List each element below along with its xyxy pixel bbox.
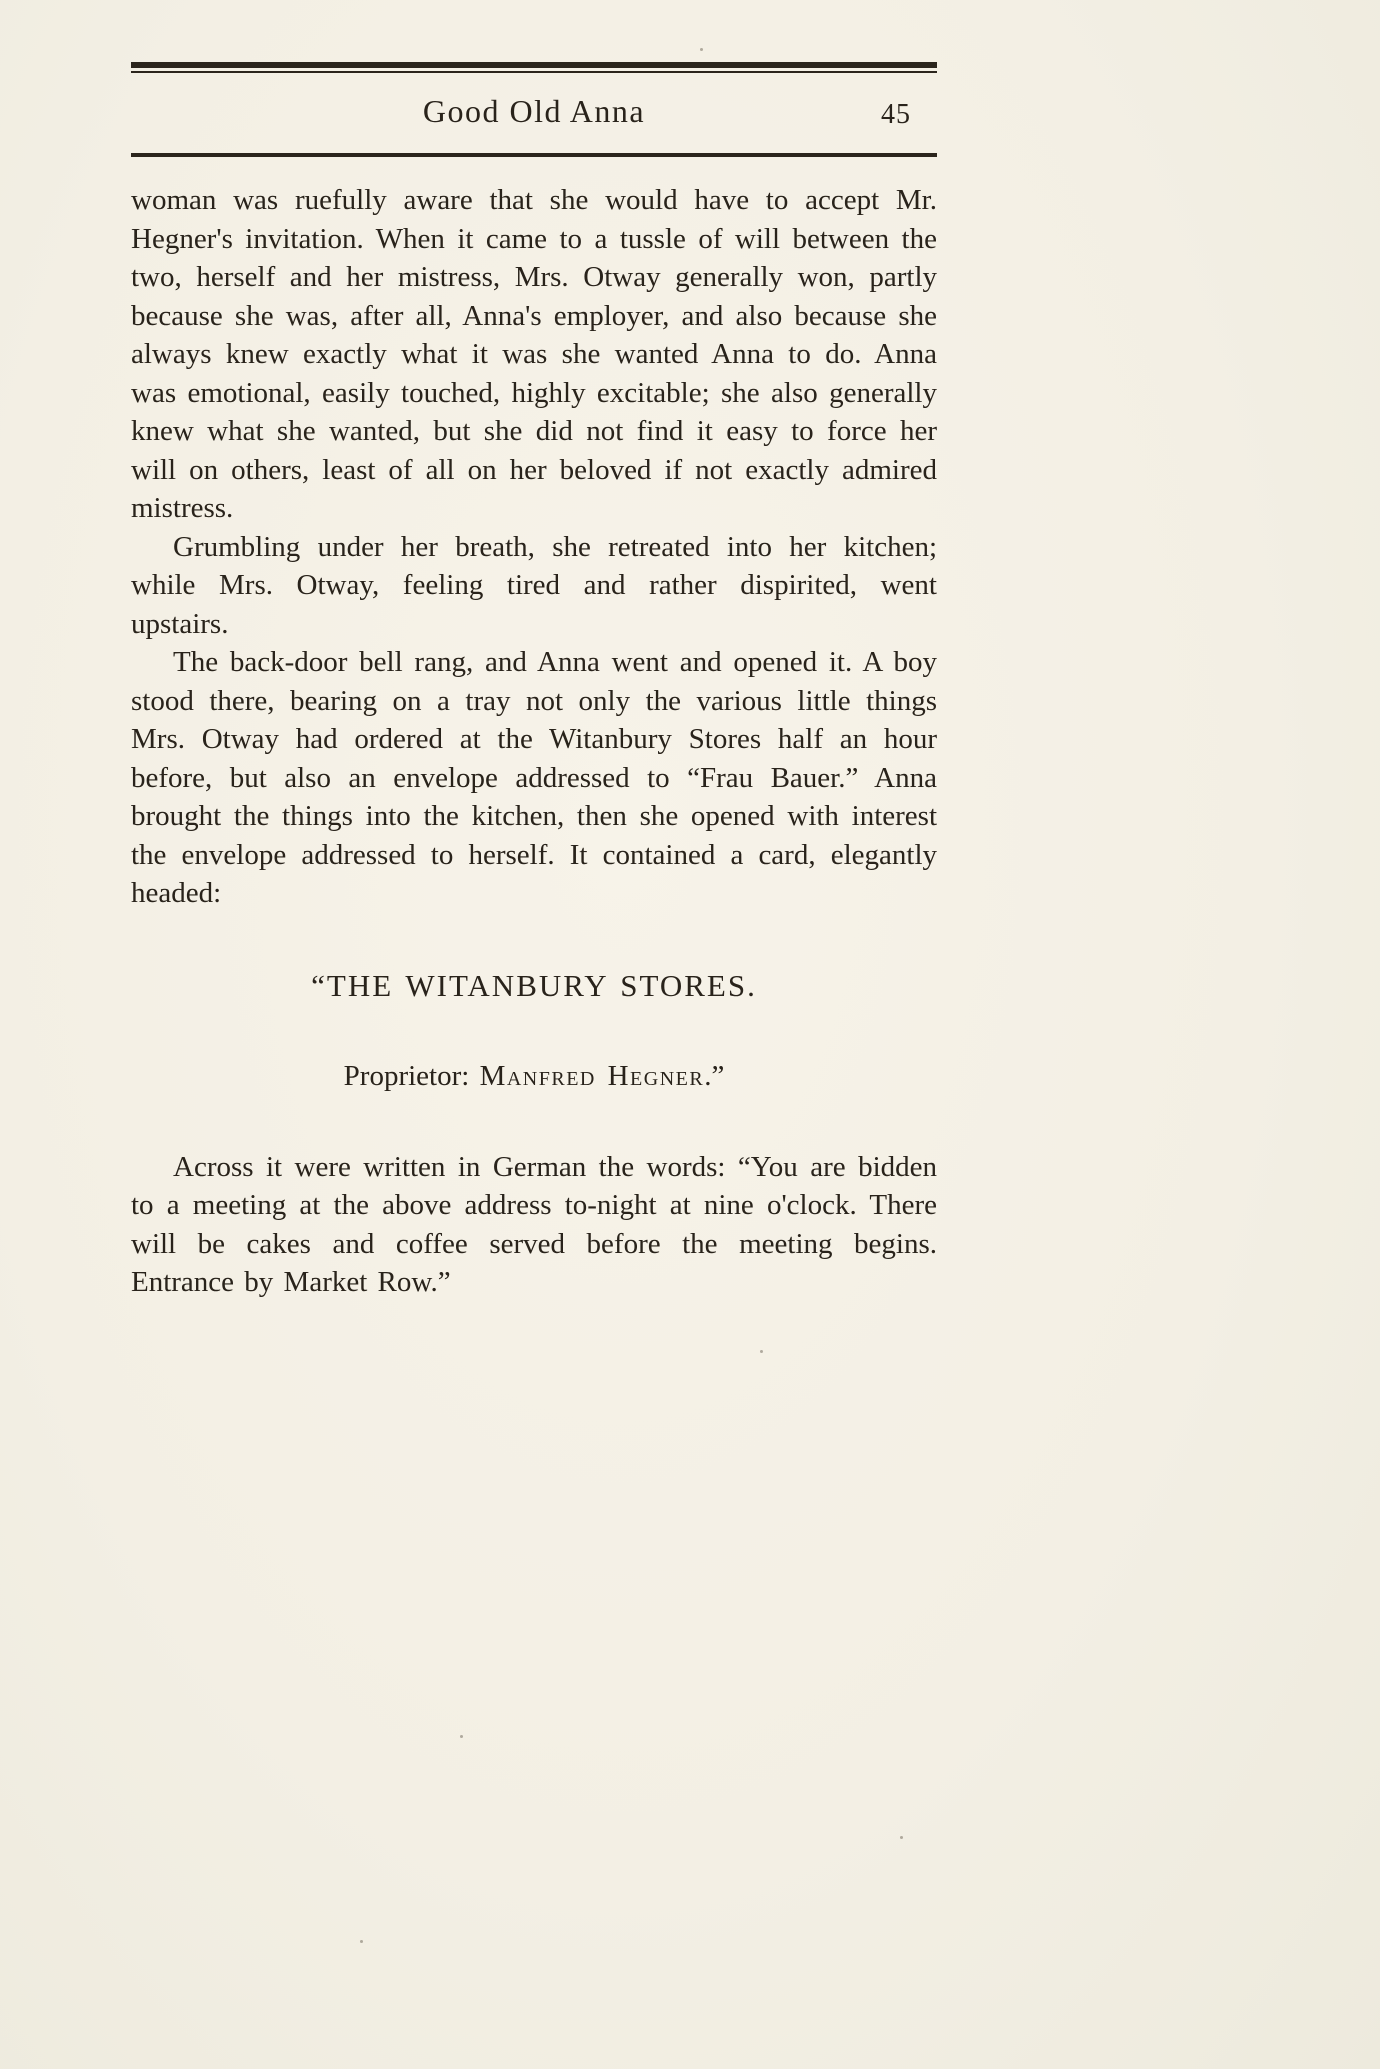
proprietor-suffix: .” — [704, 1060, 725, 1092]
scan-speck — [460, 1735, 463, 1738]
paragraph: Across it were written in German the words: “You are bidden to a meeting at the above address to-night at nine o'clock. There will be cakes and coffee served before the meeting begins. Entrance by Market Row.” — [131, 1150, 937, 1298]
proprietor-name: Manfred Hegner — [479, 1060, 705, 1092]
scan-speck — [760, 1350, 763, 1353]
paragraph: Grumbling under her breath, she retreated into her kitchen; while Mrs. Otway, feeling tired and rather dispirited, went upstairs. — [131, 530, 937, 640]
paragraph-continuation: woman was ruefully aware that she would have to accept Mr. Hegner's invitation. When it came to a tussle of will between the two, herself and her mistress, Mrs. Otway generally won, partly because she was, after all, Anna's employer, and also because she always knew exactly what it was she wanted Anna to do. Anna was emotional, easily touched, highly excitable; she also generally knew what she wanted, but she did not find it easy to force her will on others, least of all on her beloved if not exactly admired mistress. — [131, 184, 937, 524]
header-rule — [131, 153, 937, 157]
page-number: 45 — [881, 99, 911, 130]
body-text — [131, 181, 937, 1302]
card-heading-store-name: “THE WITANBURY STORES. — [311, 967, 757, 1003]
scan-speck — [900, 1836, 903, 1839]
top-double-rule — [131, 62, 937, 73]
paragraph: The back-door bell rang, and Anna went and opened it. A boy stood there, bearing on a tray not only the various little things Mrs. Otway had ordered at the Witanbury Stores half an hour before, but also an envelope addressed to “Frau Bauer.” Anna brought the things into the kitchen, then she opened with interest the envelope addressed to herself. It contained a card, elegantly headed: — [131, 646, 937, 909]
proprietor-label: Proprietor: — [343, 1060, 480, 1092]
running-head — [131, 73, 937, 153]
running-title: Good Old Anna — [422, 93, 646, 129]
text-column — [131, 62, 937, 1302]
card-proprietor-line — [131, 1057, 937, 1096]
scan-speck — [700, 48, 703, 51]
scan-speck — [360, 1940, 363, 1943]
